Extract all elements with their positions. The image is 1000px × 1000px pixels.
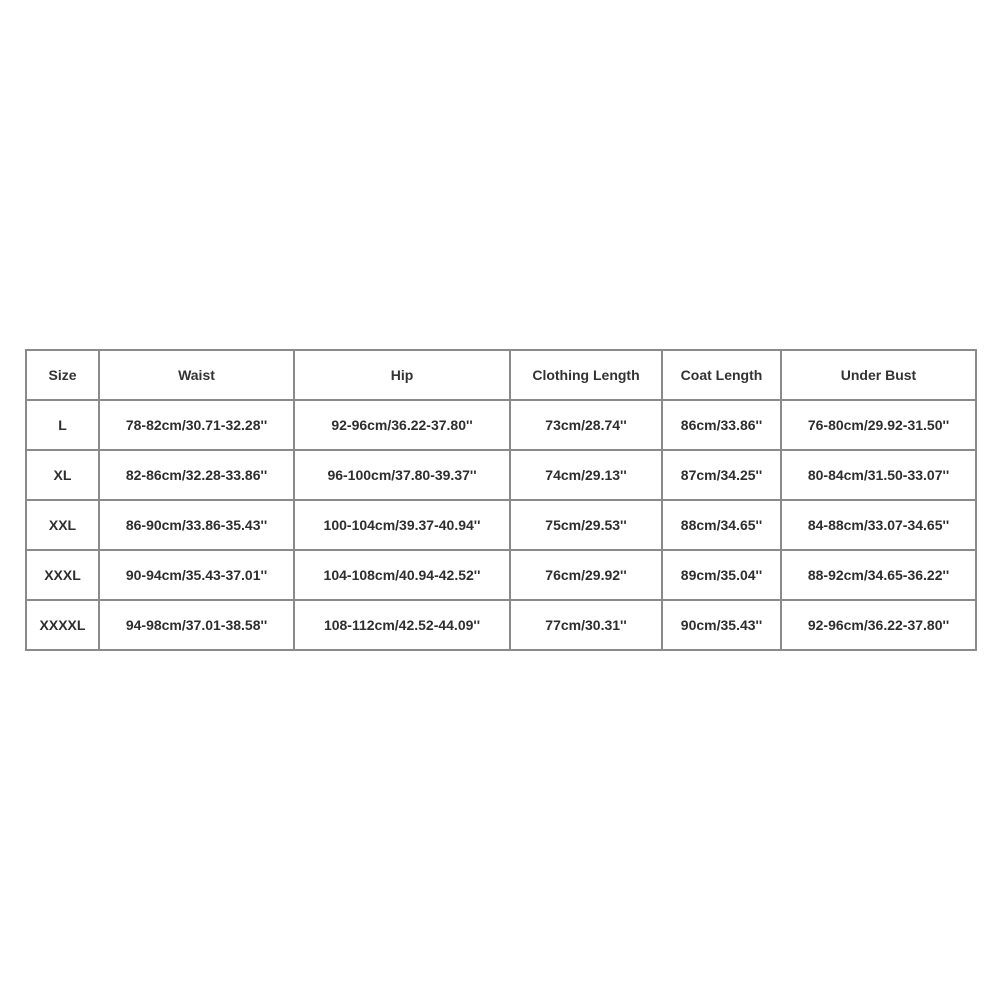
- cell-under-bust: 84-88cm/33.07-34.65'': [781, 500, 976, 550]
- cell-coat-length: 86cm/33.86'': [662, 400, 781, 450]
- header-clothing-length: Clothing Length: [510, 350, 662, 400]
- table-row: [26, 500, 976, 550]
- table-row: [26, 550, 976, 600]
- cell-under-bust: 88-92cm/34.65-36.22'': [781, 550, 976, 600]
- cell-size: XXXL: [26, 550, 99, 600]
- cell-clothing-length: 74cm/29.13'': [510, 450, 662, 500]
- cell-size: XXXXL: [26, 600, 99, 650]
- cell-waist: 90-94cm/35.43-37.01'': [99, 550, 294, 600]
- cell-size: L: [26, 400, 99, 450]
- table-row: [26, 450, 976, 500]
- cell-waist: 78-82cm/30.71-32.28'': [99, 400, 294, 450]
- cell-clothing-length: 75cm/29.53'': [510, 500, 662, 550]
- cell-coat-length: 90cm/35.43'': [662, 600, 781, 650]
- cell-hip: 100-104cm/39.37-40.94'': [294, 500, 510, 550]
- cell-coat-length: 88cm/34.65'': [662, 500, 781, 550]
- header-hip: Hip: [294, 350, 510, 400]
- cell-clothing-length: 77cm/30.31'': [510, 600, 662, 650]
- header-waist: Waist: [99, 350, 294, 400]
- header-row: [26, 350, 976, 400]
- cell-under-bust: 76-80cm/29.92-31.50'': [781, 400, 976, 450]
- cell-clothing-length: 73cm/28.74'': [510, 400, 662, 450]
- cell-hip: 104-108cm/40.94-42.52'': [294, 550, 510, 600]
- cell-size: XXL: [26, 500, 99, 550]
- table-row: [26, 600, 976, 650]
- cell-size: XL: [26, 450, 99, 500]
- cell-clothing-length: 76cm/29.92'': [510, 550, 662, 600]
- size-chart-table: [25, 349, 977, 651]
- cell-under-bust: 92-96cm/36.22-37.80'': [781, 600, 976, 650]
- header-under-bust: Under Bust: [781, 350, 976, 400]
- cell-hip: 96-100cm/37.80-39.37'': [294, 450, 510, 500]
- cell-coat-length: 89cm/35.04'': [662, 550, 781, 600]
- cell-waist: 94-98cm/37.01-38.58'': [99, 600, 294, 650]
- cell-under-bust: 80-84cm/31.50-33.07'': [781, 450, 976, 500]
- header-size: Size: [26, 350, 99, 400]
- size-chart-header: [26, 350, 976, 400]
- header-coat-length: Coat Length: [662, 350, 781, 400]
- cell-coat-length: 87cm/34.25'': [662, 450, 781, 500]
- cell-waist: 86-90cm/33.86-35.43'': [99, 500, 294, 550]
- size-chart-body: [26, 400, 976, 650]
- cell-waist: 82-86cm/32.28-33.86'': [99, 450, 294, 500]
- table-row: [26, 400, 976, 450]
- cell-hip: 92-96cm/36.22-37.80'': [294, 400, 510, 450]
- cell-hip: 108-112cm/42.52-44.09'': [294, 600, 510, 650]
